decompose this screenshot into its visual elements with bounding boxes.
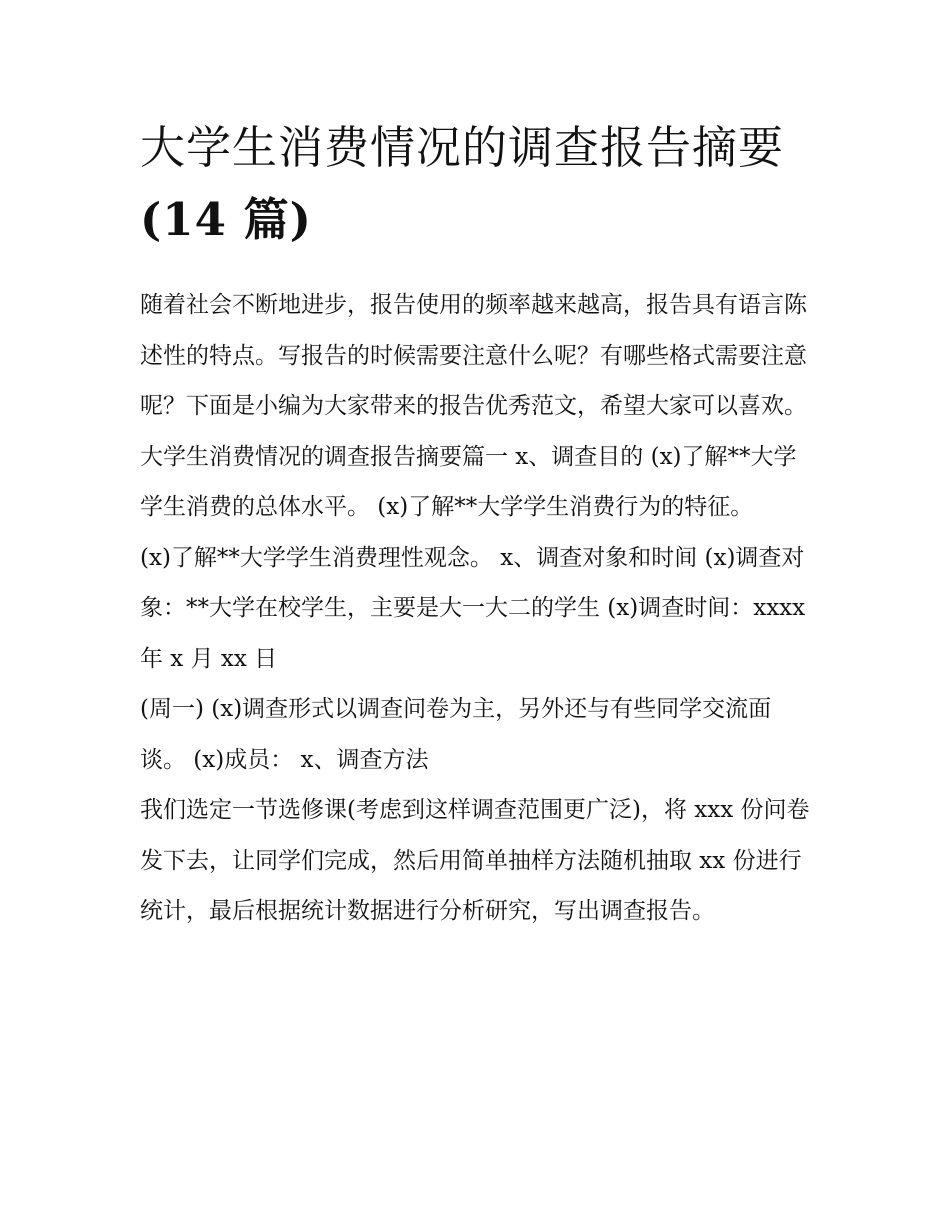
survey-method-paragraph: 我们选定一节选修课(考虑到这样调查范围更广泛)，将 xxx 份问卷发下去，让同学们完成，然后用简单抽样方法随机抽取 xx 份进行统计，最后根据统计数据进行分析研究，写出调查报告。 — [140, 797, 810, 924]
document-title — [140, 112, 815, 256]
survey-subject-paragraph: (x)了解**大学学生消费理性观念。 x、调查对象和时间 (x)调查对象：**大学在校学生，主要是大一大二的学生 (x)调查时间：xxxx 年 x 月 xx 日 — [140, 544, 806, 672]
survey-purpose-paragraph: 大学生消费情况的调查报告摘要篇一 x、调查目的 (x)了解**大学学生消费的总体水平。 (x)了解**大学学生消费行为的特征。 — [140, 443, 797, 520]
document-title-suffix: (14 篇) — [140, 193, 312, 246]
intro-paragraph: 随着社会不断地进步，报告使用的频率越来越高，报告具有语言陈述性的特点。写报告的时候需要注意什么呢？有哪些格式需要注意呢？下面是小编为大家带来的报告优秀范文，希望大家可以喜欢。 — [140, 292, 807, 419]
survey-form-paragraph: (周一) (x)调查形式以调查问卷为主，另外还与有些同学交流面谈。 (x)成员： x、调查方法 — [140, 696, 772, 773]
document-title-main: 大学生消费情况的调查报告摘要 — [140, 121, 785, 174]
document-page — [140, 112, 815, 937]
